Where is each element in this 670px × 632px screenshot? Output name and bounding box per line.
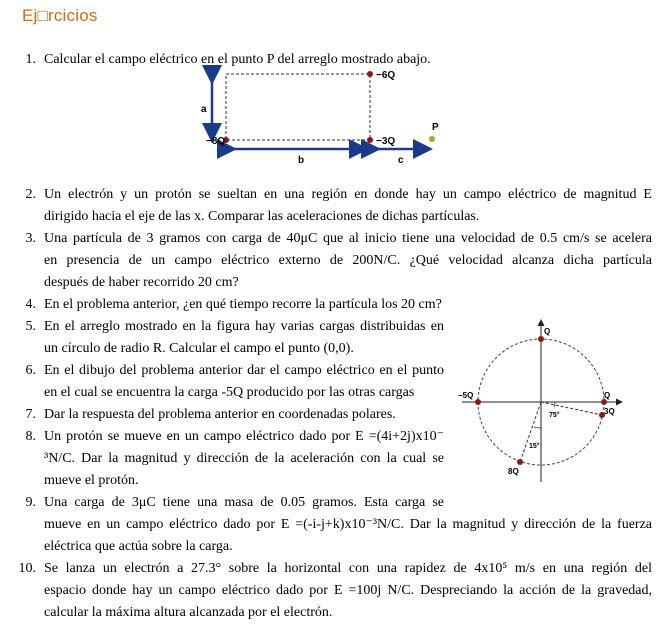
problem-number: 4. [25, 297, 36, 312]
problem-number: 2. [25, 187, 36, 202]
problem-line: mueve en un campo eléctrico dado por E =(-i-j+k)x10⁻³N/C. Dar la magnitud y dirección de la fuerza [44, 517, 652, 532]
problem-line: Una carga de 3μC tiene una masa de 0.05 gramos. Esta carga se [44, 495, 444, 510]
label-p: P [432, 122, 439, 133]
problem-number: 6. [25, 363, 36, 378]
problem-2 [22, 184, 652, 228]
problem-line: Se lanza un electrón a 27.3° sobre la horizontal con una rapidez de 4x10⁵ m/s en una región del [44, 561, 652, 576]
label-q-top: Q [544, 327, 551, 336]
problem-9 [22, 492, 652, 558]
label-75: 75° [549, 412, 560, 419]
point-p [429, 136, 435, 142]
problem-line: espacio donde hay un campo eléctrico dado por E =100j N/C. Despreciando la acción de la gravedad, [44, 583, 652, 598]
page-title: Ej□rcicios [22, 6, 98, 25]
problem-10 [18, 558, 652, 624]
label-c: c [398, 155, 404, 166]
problem-line: en el cual se encuentra la carga -5Q producido por las otras cargas [44, 385, 415, 400]
label-q-right: Q [604, 391, 611, 400]
problem-8 [22, 426, 452, 492]
problem-line: En el problema anterior, ¿en qué tiempo recorre la partícula los 20 cm? [44, 297, 442, 312]
problem-number: 3. [25, 231, 36, 246]
problem-line: Un electrón y un protón se sueltan en una región en donde hay un campo eléctrico de magnitud E [44, 187, 652, 202]
angle-arc-75 [554, 402, 555, 407]
problem-7 [22, 404, 452, 426]
problem-5 [22, 316, 452, 360]
problem-line: Un protón se mueve en un campo eléctrico dado por E =(4i+2j)x10⁻ [44, 429, 444, 444]
charge-top [538, 336, 544, 342]
problem-number: 10. [18, 561, 36, 576]
charge-left [475, 399, 481, 405]
problem-line: eléctrica que actúa sobre la carga. [44, 539, 233, 554]
problem-line: ³N/C. Dar la magnitud y dirección de la aceleración con la cual se [44, 451, 444, 466]
problem-number: 1. [25, 52, 36, 67]
label-3q-right: 3Q [604, 407, 615, 416]
problem-line: Calcular el campo eléctrico en el punto P del arreglo mostrado abajo. [44, 52, 431, 67]
problem-line: calcular la máxima altura alcanzada por el electrón. [44, 605, 333, 620]
dashed-rectangle [226, 74, 370, 140]
problem-line: En el arreglo mostrado en la figura hay varias cargas distribuidas en [44, 319, 444, 334]
angle-arc-15 [534, 427, 541, 428]
problem-number: 9. [25, 495, 36, 510]
figure-rectangle-charges [0, 0, 670, 175]
problem-number: 7. [25, 407, 36, 422]
problem-number: 5. [25, 319, 36, 334]
problem-line: un círculo de radio R. Calcular el campo el punto (0,0). [44, 341, 354, 356]
problem-6 [22, 360, 452, 404]
radius-8q [520, 402, 541, 462]
label-8q-bottom: 8Q [508, 467, 519, 476]
problem-line: mueve el protón. [44, 473, 139, 488]
problem-line: Dar la respuesta del problema anterior en coordenadas polares. [44, 407, 396, 422]
label-a: a [201, 104, 207, 115]
figure-circle-charges [440, 310, 630, 490]
problem-line: dirigido hacia el eje de las x. Comparar las aceleraciones de dichas partículas. [44, 209, 480, 224]
label-3q: −3Q [376, 136, 396, 147]
problem-line: después de haber recorrido 20 cm? [44, 275, 239, 290]
problem-line: en presencia de un campo eléctrico externo de 200N/C. ¿Qué velocidad alcanza dicha partícula [44, 253, 652, 268]
label-5q: −5Q [458, 391, 474, 400]
label-b: b [298, 155, 305, 166]
charge-bottom-right [367, 137, 373, 143]
problem-line: En el dibujo del problema anterior dar el campo eléctrico en el punto [44, 363, 444, 378]
charge-top-right [367, 71, 373, 77]
problem-line: Una partícula de 3 gramos con carga de 40μC que al inicio tiene una velocidad de 0.5 cm/s se acelera [44, 231, 652, 246]
label-6q: −6Q [376, 70, 396, 81]
problem-number: 8. [25, 429, 36, 444]
problem-3 [22, 228, 652, 294]
label-15: 15° [529, 443, 540, 450]
charge-bottom [517, 459, 523, 465]
label-8q: −8Q [206, 136, 226, 147]
